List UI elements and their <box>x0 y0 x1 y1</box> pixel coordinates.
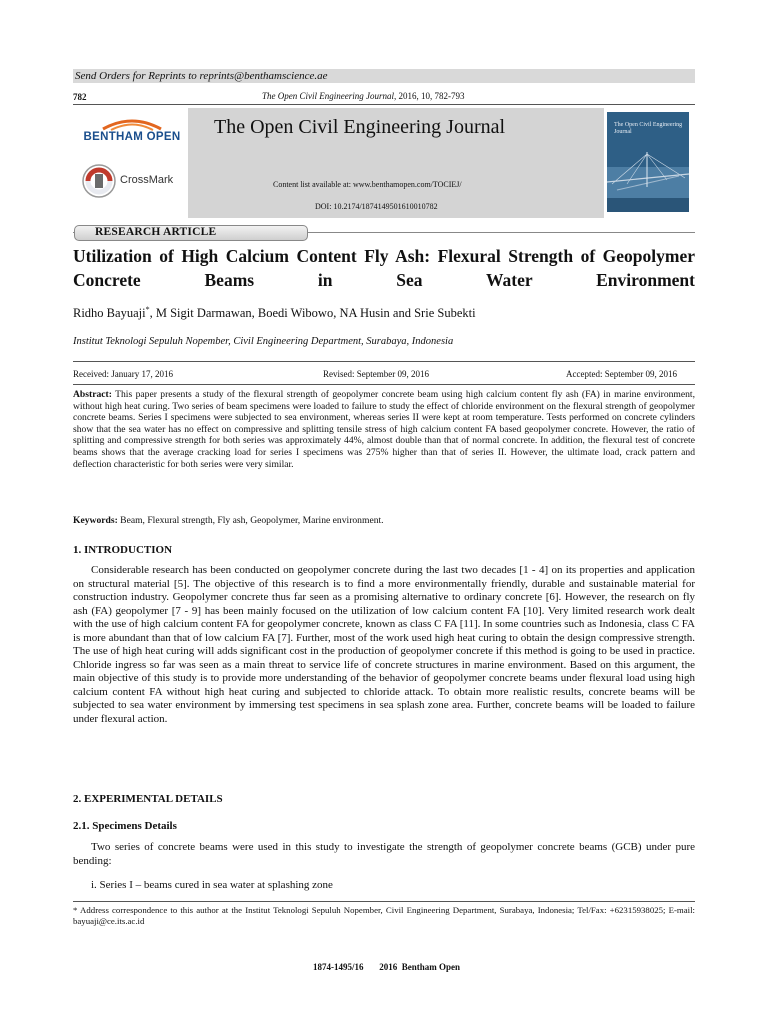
first-author: Ridho Bayuaji <box>73 306 146 321</box>
accepted-date: Accepted: September 09, 2016 <box>566 369 677 379</box>
paper-title: Utilization of High Calcium Content Fly Ash: Flexural Strength of Geopolymer Concrete Beams in Sea Water Environment <box>73 246 695 290</box>
running-citation <box>262 91 464 101</box>
other-authors: , M Sigit Darmawan, Boedi Wibowo, NA Husin and Srie Subekti <box>149 306 476 321</box>
specimens-paragraph: Two series of concrete beams were used in this study to investigate the strength of geopolymer concrete beams (GCB) under pure bending: <box>73 841 695 867</box>
footer-issn: 1874-1495/16 <box>313 962 364 972</box>
introduction-paragraph: Considerable research has been conducted on geopolymer concrete during the last two decades [1 - 4] on its properties and application on structural material [5]. The objective of this research is to find a more environmentally friendly, durable and sustainable material for construction industry. Geopolymer concrete thus far seen as a promising alternative to ordinary concrete [6]. However, the research on fly ash (FA) geopolymer [7 - 9] has been mainly focused on the utilization of low calcium content FA [10]. Very limited research work dealt with the use of high calcium content FA for geopolymer concrete, known as class C FA [11]. In some countries such as Indonesia, class C FA is more abundant than that of low calcium FA [7]. Further, most of the work used high heat curing to obtain the design compressive strength. The use of high heat curing will adds significant cost in the production of geopolymer concrete if this method is going to be used in practice. Chloride ingress so far was seen as a main threat to service life of concrete structures in marine environment. Based on this argument, the main objective of this study is to provide more understanding of the behavior of geopolymer concrete beams under flexural load using high calcium content FA without high heat curing and subjected to chloride attack. To obtain more realistic results, concrete beams will be subjected to sea water environment by immersing test specimens in sea splash zone area. Further, concrete beams will be loaded to failure under flexural action. <box>73 564 695 725</box>
article-type-badge <box>74 225 308 241</box>
keywords-text: Beam, Flexural strength, Fly ash, Geopolymer, Marine environment. <box>120 515 384 526</box>
bentham-arcs-icon <box>97 117 167 131</box>
journal-cover <box>607 112 689 212</box>
series-list-item: i. Series I – beams cured in sea water at splashing zone <box>91 879 333 891</box>
correspondence-footnote: * Address correspondence to this author at the Institut Teknologi Sepuluh Nopember, Civil Engineering Department, Surabaya, Indonesia; Tel/Fax: +62315938025; E-mail: bayuaji@ce.its.ac.id <box>73 905 695 926</box>
keywords <box>73 515 695 526</box>
doi[interactable]: DOI: 10.2174/1874149501610010782 <box>315 202 438 211</box>
crossmark-icon <box>82 164 116 198</box>
content-list-link[interactable]: Content list available at: www.benthamopen.com/TOCIEJ/ <box>273 180 462 189</box>
abstract <box>73 389 695 470</box>
footer-publisher: 2016 Bentham Open <box>379 962 461 972</box>
crossmark-logo[interactable] <box>82 164 192 200</box>
received-date: Received: January 17, 2016 <box>73 369 173 379</box>
corresponding-mark: * <box>145 305 150 314</box>
dates-bottom-rule <box>73 384 695 385</box>
bentham-open-logo <box>80 117 184 143</box>
journal-title: The Open Civil Engineering Journal <box>214 116 506 138</box>
bentham-open-text: BENTHAM OPEN <box>83 131 181 143</box>
crossmark-label: CrossMark <box>120 174 174 186</box>
abstract-label: Abstract: <box>73 389 112 400</box>
article-type-label: RESEARCH ARTICLE <box>95 226 217 238</box>
specimens-heading: 2.1. Specimens Details <box>73 820 177 832</box>
article-type-bar <box>73 226 695 238</box>
citation-rest: , 2016, 10, 782-793 <box>393 91 465 101</box>
keywords-label: Keywords: <box>73 515 118 526</box>
header-divider <box>73 104 695 105</box>
page-footer <box>313 962 460 972</box>
experimental-heading: 2. EXPERIMENTAL DETAILS <box>73 793 223 805</box>
abstract-text: This paper presents a study of the flexural strength of geopolymer concrete beam using high calcium content fly ash (FA) in marine environment, without high heat curing. Two series of beam specimens were loaded to failure to study the effect of chloride environment on the flexural strength of geopolymer concrete beams. Series I specimens were subjected to sea environment, whereas series II were kept at room temperature. Tests performed on concrete cylinders show that the sea water has no effect on compressive and splitting tensile stress of high calcium content FA based geopolymer concrete. However, the ratio of splitting and compressive strength for both series was approximately 44%, almost double than that of normal concrete. In addition, the flexural test of concrete beams shows that the average cracking load for series I specimens was 275% higher than that of series II. However, the ultimate load, crack pattern and deflection characteristic for both series were very similar. <box>73 389 695 470</box>
page-number: 782 <box>73 92 87 102</box>
revised-date: Revised: September 09, 2016 <box>323 369 429 379</box>
introduction-heading: 1. INTRODUCTION <box>73 544 173 556</box>
affiliation: Institut Teknologi Sepuluh Nopember, Civil Engineering Department, Surabaya, Indonesia <box>73 336 454 347</box>
footnote-rule <box>73 901 695 902</box>
bridge-image-icon <box>607 112 689 212</box>
citation-journal: The Open Civil Engineering Journal <box>262 91 394 101</box>
author-list <box>73 305 476 321</box>
reprints-notice: Send Orders for Reprints to reprints@benthamscience.ae <box>73 69 695 83</box>
cover-title: The Open Civil Engineering Journal <box>614 122 683 135</box>
dates-top-rule <box>73 361 695 362</box>
